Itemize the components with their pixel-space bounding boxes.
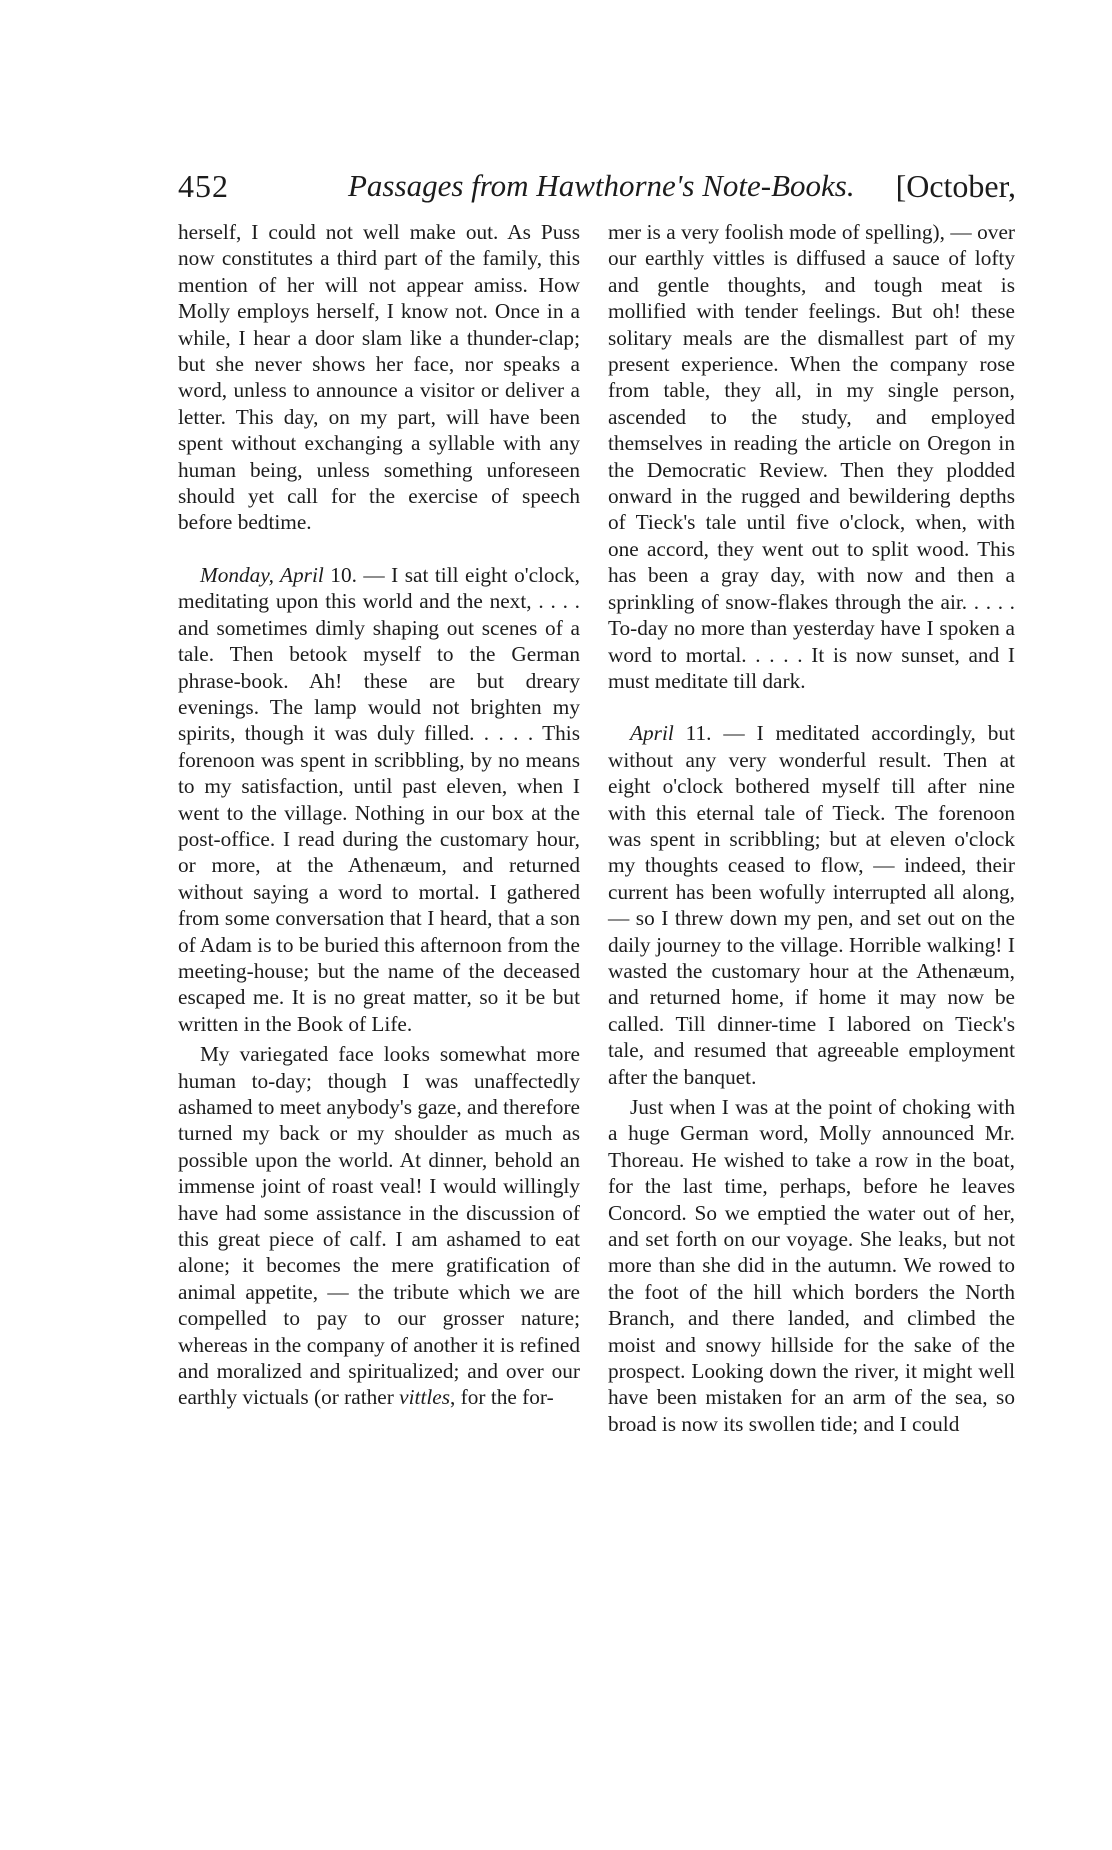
right-paragraph-1: mer is a very foolish mode of spelling), — over our earthly vittles is diffused a sauce of lofty and gentle thoughts, and tough meat is mollified with tender feelings. But oh! these solitary meals are the dismallest part of my present experience. When the company rose from table, they all, in my single person, ascended to the study, and employed themselves in reading the article on Oregon in the Democratic Review. Then they plodded onward in the rugged and bewildering depths of Tieck's tale until five o'clock, when, with one accord, they went out to split wood. This has been a gray day, with now and then a sprinkling of snow-flakes through the air. . . . . To-day no more than yesterday have I spoken a word to mortal. . . . . It is now sunset, and I must meditate till dark. [608,220,1015,693]
dateline-monday-day: 10. — [323,562,392,587]
running-month: [October, [895,168,1016,204]
dateline-april-11-day: 11. — [673,721,757,746]
left-paragraph-1: herself, I could not well make out. As Puss now constitutes a third part of the family, this mention of her will not appear amiss. How Molly employs herself, I know not. Once in a while, I hear a door slam like a thunder-clap; but she never shows her face, nor speaks a word, unless to announce a visitor or deliver a letter. This day, on my part, will have been spent without exchanging a syllable with any human being, unless something unforeseen should yet call for the exercise of speech before bedtime. [178,220,580,535]
right-paragraph-3: Just when I was at the point of choking with a huge German word, Molly announced Mr. Thoreau. He wished to take a row in the boat, for the last time, perhaps, before he leaves Concord. So we emptied the water out of her, and set forth on our voyage. She leaks, but not more than she did in the autumn. We rowed to the foot of the hill which borders the North Branch, and there landed, and climbed the moist and snowy hillside for the sake of the prospect. Looking down the river, it might well have been mistaken for an arm of the sea, so broad is now its swollen tide; and I could [608,1095,1015,1436]
left-column [178,219,580,1411]
dateline-monday: Monday, April [200,562,324,587]
left-paragraph-monday [178,562,580,1037]
right-column [608,219,1015,1437]
page-number: 452 [178,168,229,204]
left-paragraph-3-text: My variegated face looks somewhat more human to-day; though I was unaffectedly ashamed to meet anybody's gaze, and therefore turned my back or my shoulder as much as possible upon the world. At dinner, behold an immense joint of roast veal! I would willingly have had some assistance in the discussion of this great piece of calf. I am ashamed to eat alone; it becomes the mere gratification of animal appetite, — the tribute which we are compelled to pay to our grosser nature; whereas in the company of another it is refined and moralized and spiritualized; and over our earthly victuals (or rather [178,1042,580,1410]
left-paragraph-3 [178,1041,580,1411]
entry-monday-text: I sat till eight o'clock, meditating upon this world and the next, . . . . and sometimes dimly shaping out scenes of a tale. Then betook myself to the German phrase-book. Ah! these are but dreary evenings. The lamp would not brighten my spirits, though it was duly filled. . . . . This forenoon was spent in scribbling, by no means to my satisfaction, until past eleven, when I went to the village. Nothing in our box at the post-office. I read during the customary hour, or more, at the Athenæum, and returned without saying a word to mortal. I gathered from some conversation that I heard, that a son of Adam is to be buried this afternoon from the meeting-house; but the name of the deceased escaped me. It is no great matter, so it be but written in the Book of Life. [178,562,581,1036]
right-paragraph-april-11 [608,720,1015,1090]
running-head [178,163,1016,209]
vittles-italic: vittles [399,1385,451,1410]
entry-april-11-text: I meditated accordingly, but without any very wonderful result. Then at eight o'clock bothered myself till after nine with this eternal tale of Tieck. The forenoon was spent in scribbling; but at eleven o'clock my thoughts ceased to flow, — indeed, their current has been wofully interrupted all along, — so I threw down my pen, and set out on the daily journey to the village. Horrible walking! I wasted the customary hour at the Athenæum, and returned home, if home it may now be called. Till dinner-time I labored on Tieck's tale, and resumed that agreeable employment after the banquet. [608,721,1015,1089]
dateline-april-11: April [630,721,674,746]
running-title: Passages from Hawthorne's Note-Books. [348,168,855,203]
left-paragraph-3-tail: , for the for- [450,1385,554,1410]
